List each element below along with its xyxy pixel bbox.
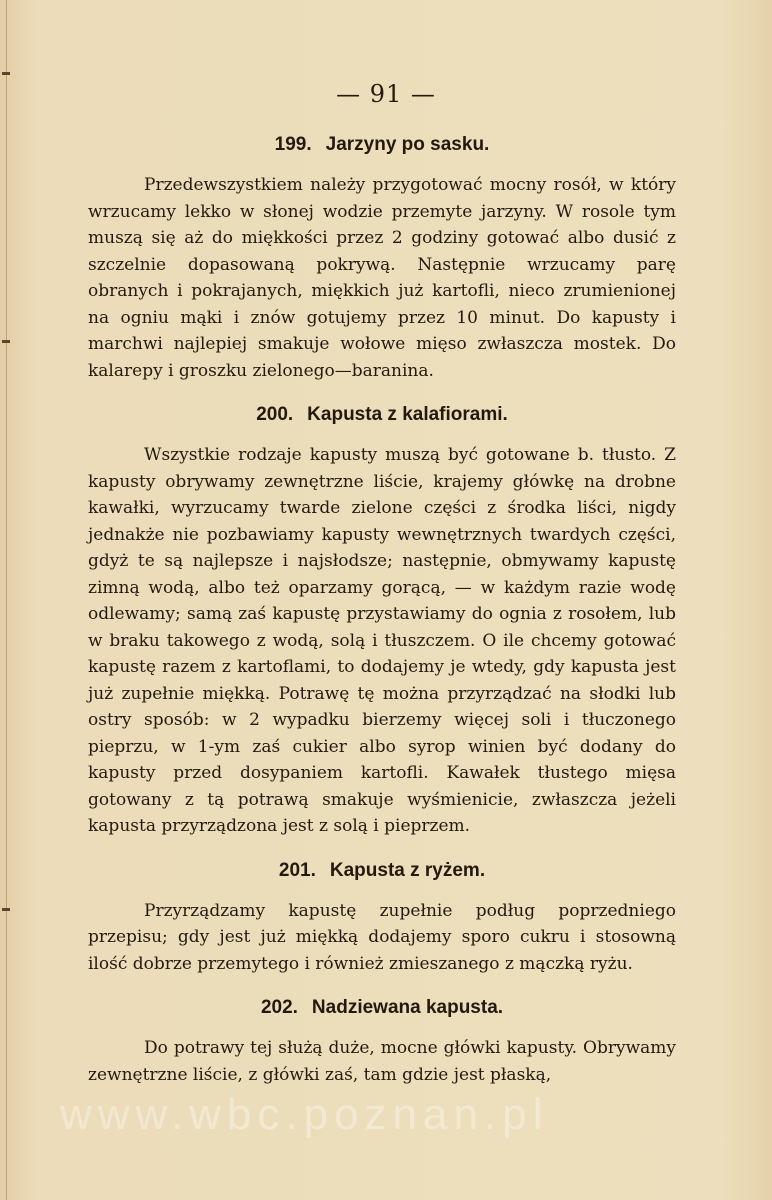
margin-mark [2, 908, 10, 911]
recipe-heading [88, 995, 676, 1021]
margin-mark [2, 340, 10, 343]
recipe-number: 200. [256, 404, 294, 425]
recipe-text: Wszystkie rodzaje kapusty muszą być gotowane b. tłusto. Z kapusty obrywamy zewnętrzne liście, krajemy główkę na drobne kawałki, wyrzucamy twarde zielone części z środka liści, nigdy jednakże nie pozbawiamy kapusty wewnętrznych twardych części, gdyż te są najlepsze i najsłodsze; następnie, obmywamy kapustę zimną wodą, albo też oparzamy gorącą, — w każdym razie wodę odlewamy; samą zaś kapustę przystawiamy do ognia z rosołem, lub w braku takowego z wodą, solą i tłuszczem. O ile chcemy gotować kapustę razem z kartoflami, to dodajemy je wtedy, gdy kapusta jest już zupełnie miękką. Potrawę tę można przyrządzać na słodki lub ostry sposób: w 2 wypadku bierzemy więcej soli i tłuczonego pieprzu, w 1-ym zaś cukier albo syrop winien być dodany do kapusty przed dosypaniem kartofli. Kawałek tłustego mięsa gotowany z tą potrawą smakuje wyśmienicie, zwłaszcza jeżeli kapusta przyrządzona jest z solą i pieprzem. [88, 445, 676, 836]
page-content [88, 132, 676, 1088]
recipe-title: Nadziewana kapusta. [311, 997, 504, 1018]
recipe-text: Przedewszystkiem należy przygotować mocny rosół, w który wrzucamy lekko w słonej wodzie przemyte jarzyny. W rosole tym muszą się aż do miękkości przez 2 godziny gotować albo dusić z szczelnie dopasowaną pokrywą. Następnie wrzucamy parę obranych i pokrajanych, miękkich już kartofli, nieco zrumienionej na ogniu mąki i znów gotujemy przez 10 minut. Do kapusty i marchwi najlepiej smakuje wołowe mięso zwłaszcza mostek. Do kalarepy i groszku zielonego—baranina. [88, 175, 676, 381]
recipe-number: 201. [278, 859, 316, 881]
recipe-text: Do potrawy tej służą duże, mocne główki kapusty. Obrywamy zewnętrzne liście, z główki zaś, tam gdzie jest płaską, [88, 1038, 676, 1085]
recipe-text: Przyrządzamy kapustę zupełnie podług poprzedniego przepisu; gdy jest już miękką dodajemy sporo cukru i stosowną ilość dobrze przemytego i również zmieszanego z mączką ryżu. [88, 900, 676, 974]
recipe-title: Kapusta z kalafiorami. [307, 404, 508, 425]
recipe-heading [88, 858, 676, 884]
recipe-number: 202. [260, 997, 298, 1018]
page-number: — 91 — [336, 80, 436, 108]
recipe-number: 199. [274, 134, 312, 155]
margin-mark [2, 72, 10, 75]
page-edge-line [6, 0, 7, 1200]
recipe-title: Jarzyny po sasku. [325, 134, 490, 155]
recipe-title: Kapusta z ryżem. [329, 859, 486, 881]
watermark: www.wbc.poznan.pl [60, 1090, 549, 1139]
recipe-heading [88, 132, 676, 158]
recipe-heading [88, 402, 676, 428]
